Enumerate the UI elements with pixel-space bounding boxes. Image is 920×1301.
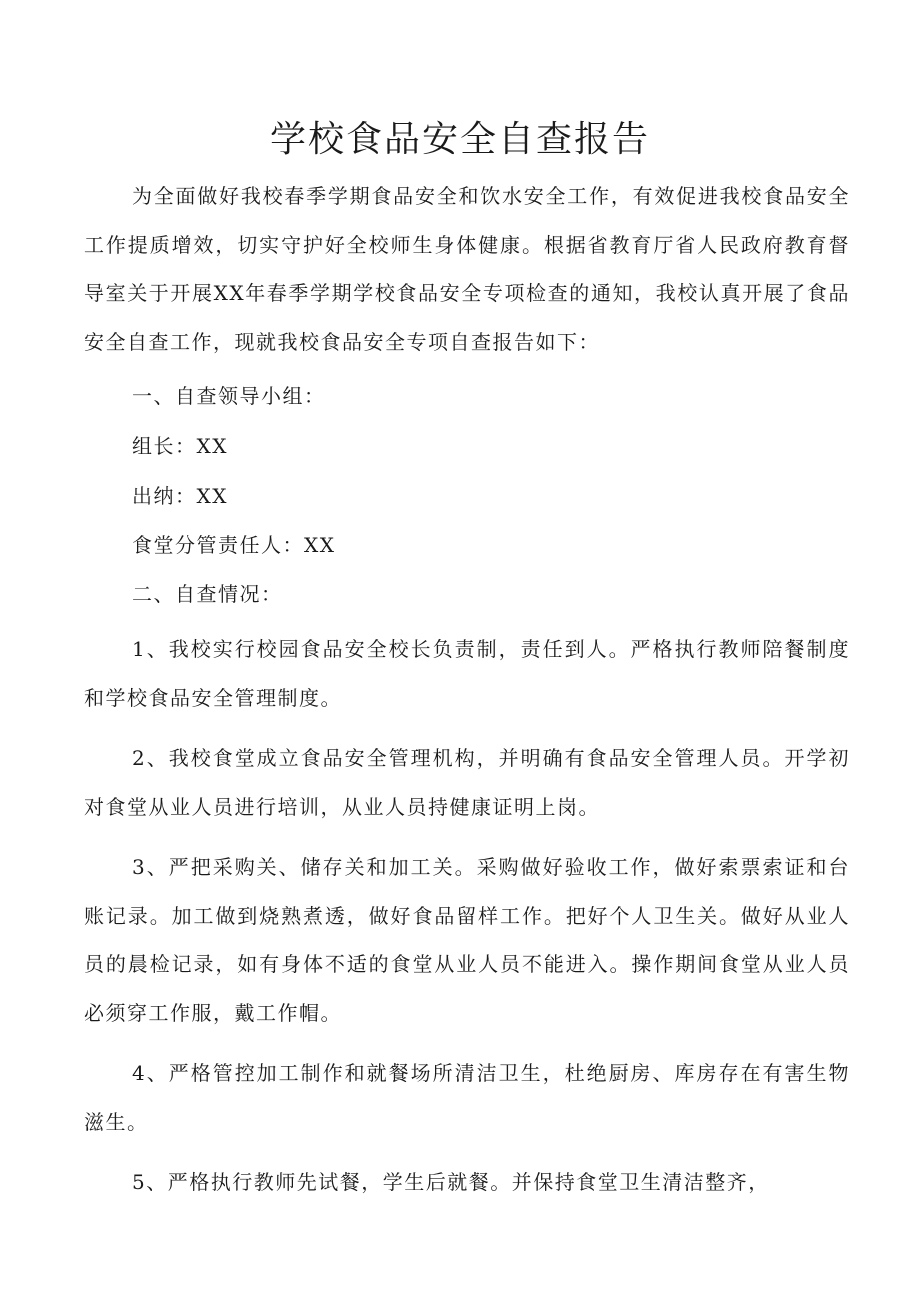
section-heading-leadership: 一、自查领导小组： xyxy=(132,384,326,408)
inspection-item-2: 2、我校食堂成立食品安全管理机构，并明确有食品安全管理人员。开学初对食堂从业人员进行培训，从业人员持健康证明上岗。 xyxy=(84,746,850,819)
cashier-line: 出纳：XX xyxy=(132,484,228,508)
inspection-item-3: 3、严把采购关、储存关和加工关。采购做好验收工作，做好索票索证和台账记录。加工做到烧熟煮透，做好食品留样工作。把好个人卫生关。做好从业人员的晨检记录，如有身体不适的食堂从业人员不能进入。操作期间食堂从业人员必须穿工作服，戴工作帽。 xyxy=(84,855,850,1025)
canteen-manager-line: 食堂分管责任人：XX xyxy=(132,533,336,557)
section-heading-inspection: 二、自查情况： xyxy=(132,582,283,606)
intro-paragraph: 为全面做好我校春季学期食品安全和饮水安全工作，有效促进我校食品安全工作提质增效，切实守护好全校师生身体健康。根据省教育厅省人民政府教育督导室关于开展XX年春季学期学校食品安全专项检查的通知，我校认真开展了食品安全自查工作，现就我校食品安全专项自查报告如下： xyxy=(84,184,850,354)
document-title: 学校食品安全自查报告 xyxy=(269,119,650,160)
inspection-item-1: 1、我校实行校园食品安全校长负责制，责任到人。严格执行教师陪餐制度和学校食品安全管理制度。 xyxy=(84,637,850,710)
leader-line: 组长：XX xyxy=(132,434,228,458)
document-body xyxy=(84,172,850,1207)
inspection-item-4: 4、严格管控加工制作和就餐场所清洁卫生，杜绝厨房、库房存在有害生物滋生。 xyxy=(84,1061,850,1134)
inspection-item-5: 5、严格执行教师先试餐，学生后就餐。并保持食堂卫生清洁整齐， xyxy=(132,1170,770,1194)
